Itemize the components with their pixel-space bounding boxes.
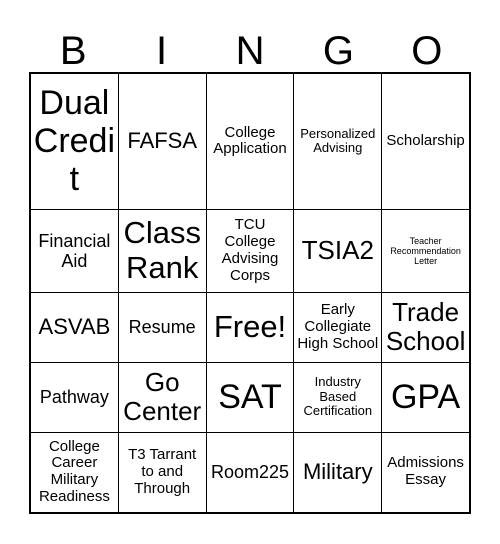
bingo-cell-dual-credit[interactable]: Dual Credit [31, 74, 119, 210]
bingo-cell-tcu-college-advising-corps[interactable]: TCU College Advising Corps [206, 209, 294, 292]
bingo-row [31, 292, 470, 362]
bingo-cell-fafsa[interactable]: FAFSA [118, 74, 206, 210]
bingo-cell-teacher-recommendation-letter[interactable]: Teacher Recommendation Letter [382, 209, 470, 292]
header-letter-b: B [59, 29, 87, 73]
bingo-cell-personalized-advising[interactable]: Personalized Advising [294, 74, 382, 210]
bingo-cell-class-rank[interactable]: Class Rank [118, 209, 206, 292]
bingo-cell-pathway[interactable]: Pathway [31, 362, 119, 432]
bingo-cell-admissions-essay[interactable]: Admissions Essay [382, 432, 470, 512]
bingo-cell-college-career-military-readiness[interactable]: College Career Military Readiness [31, 432, 119, 512]
bingo-cell-room225[interactable]: Room225 [206, 432, 294, 512]
header-letter-g: G [322, 29, 354, 73]
bingo-row [31, 209, 470, 292]
header-letter-o: O [411, 29, 443, 73]
bingo-cell-t3-tarrant-to-and-through[interactable]: T3 Tarrant to and Through [118, 432, 206, 512]
bingo-grid [30, 73, 470, 513]
bingo-cell-financial-aid[interactable]: Financial Aid [31, 209, 119, 292]
bingo-cell-military[interactable]: Military [294, 432, 382, 512]
bingo-row [31, 432, 470, 512]
bingo-cell-asvab[interactable]: ASVAB [31, 292, 119, 362]
bingo-board [29, 72, 471, 514]
bingo-cell-college-application[interactable]: College Application [206, 74, 294, 210]
bingo-cell-gpa[interactable]: GPA [382, 362, 470, 432]
bingo-cell-early-collegiate-high-school[interactable]: Early Collegiate High School [294, 292, 382, 362]
bingo-cell-resume[interactable]: Resume [118, 292, 206, 362]
bingo-cell-free-space[interactable]: Free! [206, 292, 294, 362]
bingo-header [29, 28, 471, 74]
bingo-cell-scholarship[interactable]: Scholarship [382, 74, 470, 210]
bingo-cell-sat[interactable]: SAT [206, 362, 294, 432]
bingo-row [31, 74, 470, 210]
bingo-cell-industry-based-certification[interactable]: Industry Based Certification [294, 362, 382, 432]
bingo-cell-go-center[interactable]: Go Center [118, 362, 206, 432]
bingo-cell-trade-school[interactable]: Trade School [382, 292, 470, 362]
header-letter-n: N [235, 29, 265, 73]
header-letter-i: I [156, 29, 168, 73]
bingo-row [31, 362, 470, 432]
bingo-cell-tsia2[interactable]: TSIA2 [294, 209, 382, 292]
